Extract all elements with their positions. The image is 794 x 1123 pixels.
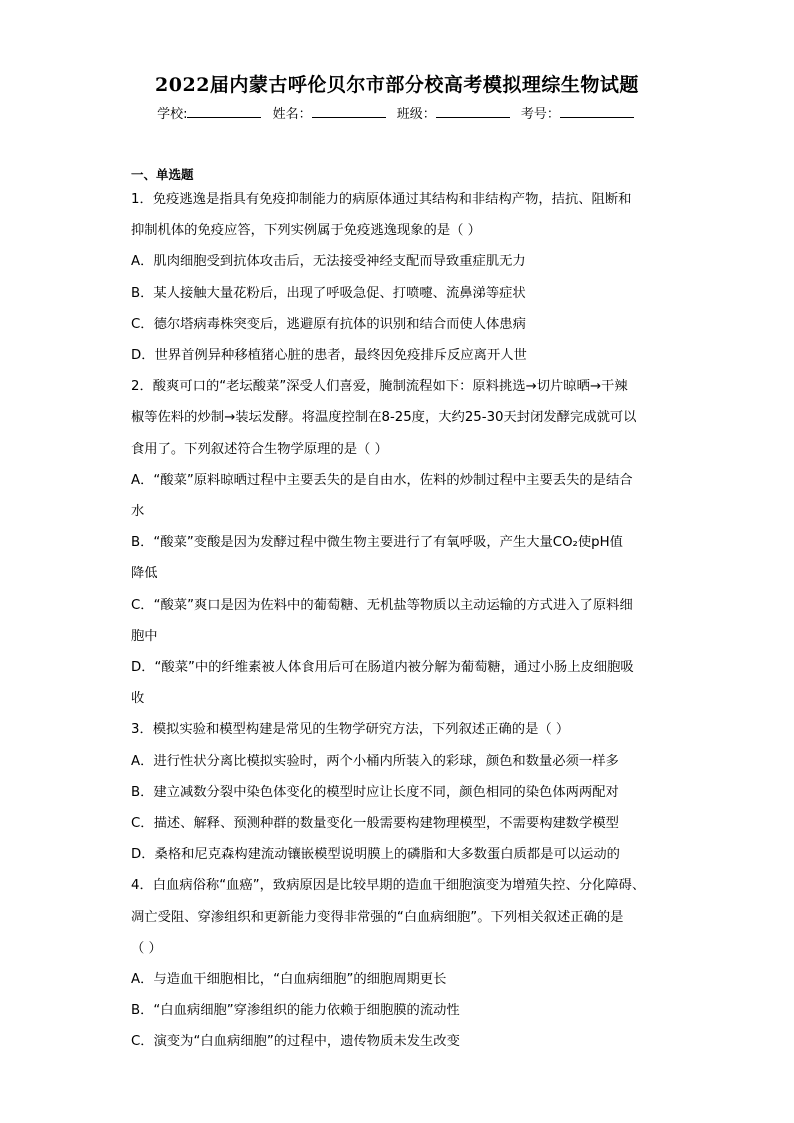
text-line: 3．模拟实验和模型构建是常见的生物学研究方法，下列叙述正确的是（ ）: [131, 722, 570, 738]
text-line: 收: [131, 691, 145, 707]
text-line: 水: [131, 504, 145, 520]
text-line: 抑制机体的免疫应答，下列实例属于免疫逃逸现象的是（ ）: [131, 223, 481, 239]
text-line: 1．免疫逃逸是指具有免疫抑制能力的病原体通过其结构和非结构产物，拮抗、阻断和: [131, 192, 632, 207]
text-line: 2．酸爽可口的“老坛酸菜”深受人们喜爱，腌制流程如下：原料挑选→切片晾晒→干辣: [131, 379, 628, 395]
school-field: [157, 103, 264, 122]
text-line: 降低: [131, 566, 158, 582]
exam-number-blank: [560, 105, 634, 118]
school-blank: [187, 105, 261, 118]
text-line: D．“酸菜”中的纤维素被人体食用后可在肠道内被分解为葡萄糖，通过小肠上皮细胞吸: [131, 660, 634, 676]
text-line: B．“白血病细胞”穿渗组织的能力依赖于细胞膜的流动性: [131, 1003, 460, 1019]
class-field: [397, 103, 513, 122]
question-body: [131, 184, 665, 1058]
name-blank: [312, 105, 386, 118]
text-line: C．演变为“白血病细胞”的过程中，遗传物质未发生改变: [131, 1034, 460, 1050]
text-line: 胞中: [131, 628, 158, 644]
exam-number-label: 考号：: [520, 107, 560, 122]
text-line: 食用了。下列叙述符合生物学原理的是（ ）: [131, 441, 388, 457]
text-line: B．某人接触大量花粉后，出现了呼吸急促、打喷嚏、流鼻涕等症状: [131, 285, 526, 301]
text-line: C．“酸菜”爽口是因为佐料中的葡萄糖、无机盐等物质以主动运输的方式进入了原料细: [131, 597, 633, 613]
class-label: 班级：: [396, 107, 436, 122]
text-line: D．桑格和尼克森构建流动镶嵌模型说明膜上的磷脂和大多数蛋白质都是可以运动的: [131, 847, 620, 863]
text-line: D．世界首例异种移植猪心脏的患者，最终因免疫排斥反应离开人世: [131, 348, 527, 364]
school-label: 学校:: [157, 107, 188, 122]
section-title: 一、单选题: [131, 167, 194, 182]
text-line: A．与造血干细胞相比，“白血病细胞”的细胞周期更长: [131, 972, 447, 988]
text-line: （ ）: [131, 940, 162, 956]
text-line: B．“酸菜”变酸是因为发酵过程中微生物主要进行了有氧呼吸，产生大量CO₂使pH值: [131, 535, 623, 551]
name-field: [273, 103, 389, 122]
exam-number-field: [521, 103, 637, 122]
class-blank: [436, 105, 510, 118]
text-line: 凋亡受阻、穿渗组织和更新能力变得非常强的“白血病细胞”。下列相关叙述正确的是: [131, 909, 624, 925]
text-line: A．进行性状分离比模拟实验时，两个小桶内所装入的彩球，颜色和数量必须一样多: [131, 753, 619, 769]
text-line: B．建立减数分裂中染色体变化的模型时应让长度不同，颜色相同的染色体两两配对: [131, 784, 619, 800]
student-info-row: [0, 103, 794, 122]
page-title: 2022届内蒙古呼伦贝尔市部分校高考模拟理综生物试题: [155, 74, 639, 96]
text-line: A．“酸菜”原料晾晒过程中主要丢失的是自由水，佐料的炒制过程中主要丢失的是结合: [131, 472, 633, 488]
text-line: C．描述、解释、预测种群的数量变化一般需要构建物理模型，不需要构建数学模型: [131, 816, 619, 832]
text-line: 椒等佐料的炒制→装坛发酵。将温度控制在8-25度，大约25-30天封闭发酵完成就可以: [131, 410, 637, 426]
name-label: 姓名：: [272, 107, 312, 122]
text-line: A．肌肉细胞受到抗体攻击后，无法接受神经支配而导致重症肌无力: [131, 254, 526, 270]
text-line: C．德尔塔病毒株突变后，逃避原有抗体的识别和结合而使人体患病: [131, 316, 526, 332]
text-line: 4．白血病俗称“血癌”，致病原因是比较早期的造血干细胞演变为增殖失控、分化障碍、: [131, 878, 646, 894]
